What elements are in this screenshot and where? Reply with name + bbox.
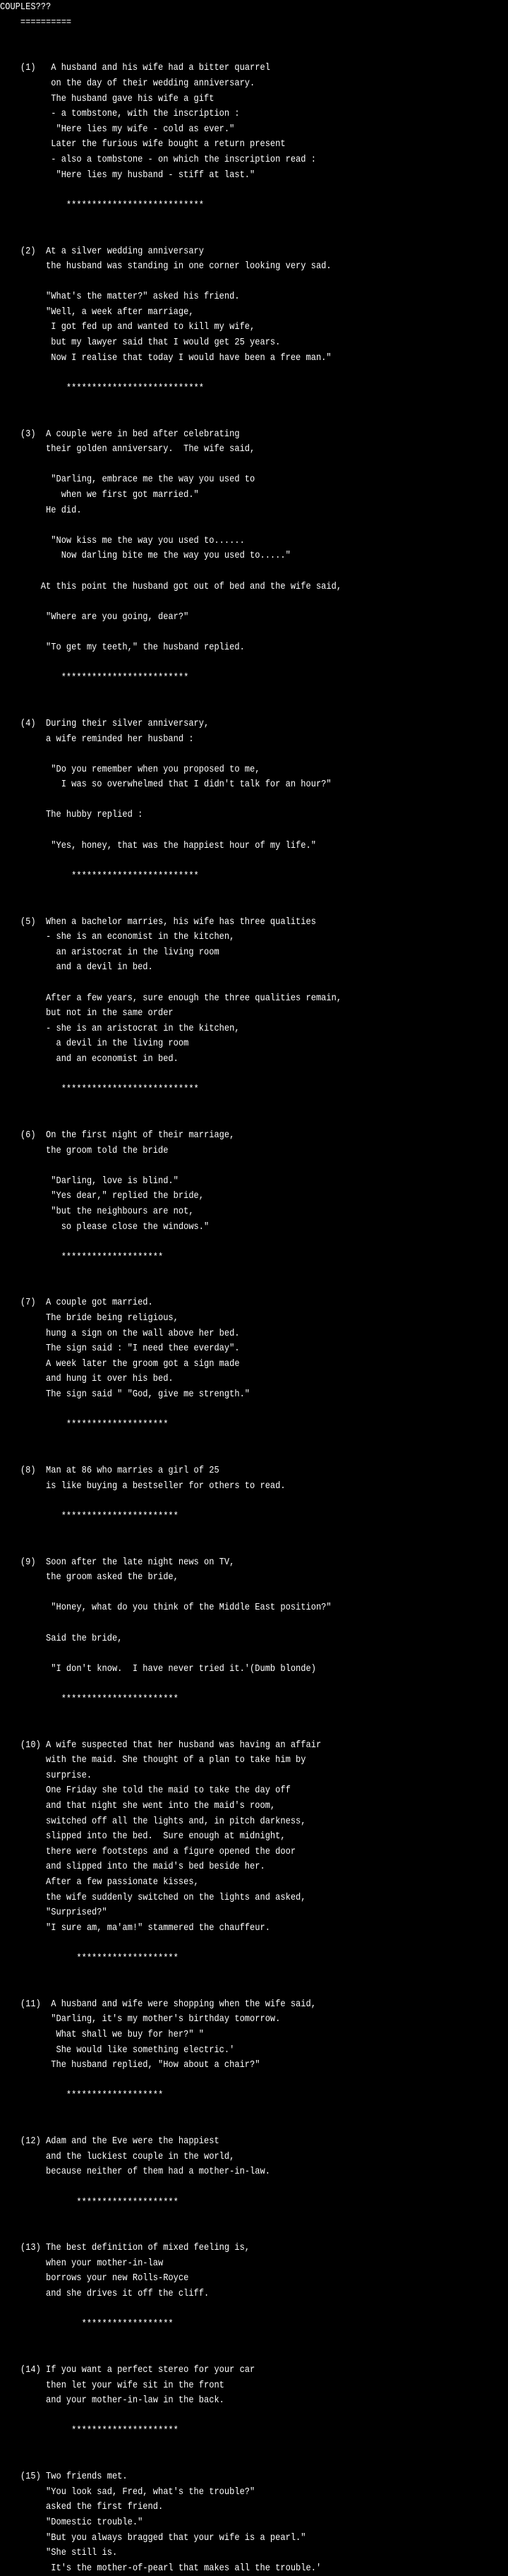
text-line: She would like something electric.' (0, 2044, 235, 2056)
blank-line (0, 46, 437, 61)
joke-start-line: (6) On the first night of their marriage, (0, 1129, 235, 1141)
blank-line (0, 1982, 437, 1997)
text-line: "Darling, love is blind." (0, 1175, 179, 1187)
blank-line (0, 1235, 437, 1250)
text-line: "You look sad, Fred, what's the trouble?" (0, 2486, 255, 2498)
text-line: but not in the same order (0, 1007, 174, 1019)
text-line: "Where are you going, dear?" (0, 611, 189, 623)
text-line: is like buying a bestseller for others to read. (0, 1480, 286, 1492)
joke-start-line: (13) The best definition of mixed feeling is, (0, 2242, 250, 2254)
text-line: switched off all the lights and, in pitch darkness, (0, 1815, 306, 1827)
text-line: "I sure am, ma'am!" stammered the chauffeur. (0, 1922, 270, 1934)
text-line: hung a sign on the wall above her bed. (0, 1327, 240, 1339)
blank-line (0, 884, 437, 899)
blank-line (0, 2439, 437, 2455)
text-line: "Here lies my wife - cold as ever." (0, 123, 235, 135)
text-line: - she is an aristocrat in the kitchen, (0, 1022, 240, 1034)
text-line: slipped into the bed. Sure enough at midnight, (0, 1831, 286, 1843)
joke-start-line: (10) A wife suspected that her husband was having an affair (0, 1739, 322, 1751)
text-line: when we first got married." (0, 489, 199, 501)
blank-line (0, 1616, 437, 1631)
blank-line (0, 899, 437, 915)
text-line: so please close the windows." (0, 1221, 210, 1233)
text-line: The husband gave his wife a gift (0, 92, 214, 104)
blank-line (0, 229, 437, 244)
blank-line (0, 1098, 437, 1113)
blank-line (0, 412, 437, 427)
joke-start-line: (9) Soon after the late night news on TV, (0, 1556, 235, 1568)
text-line: What shall we buy for her?" " (0, 2028, 205, 2040)
text-line: and she drives it off the cliff. (0, 2288, 210, 2300)
text-line: Now I realise that today I would have been a free man." (0, 352, 332, 364)
joke-start-line: (7) A couple got married. (0, 1297, 153, 1309)
blank-line (0, 2455, 437, 2470)
blank-line (0, 594, 437, 610)
blank-line (0, 1494, 437, 1509)
separator-stars: ******************* (0, 2090, 164, 2102)
text-line: their golden anniversary. The wife said, (0, 443, 255, 455)
blank-line (0, 2226, 437, 2241)
text-line: "She still is. (0, 2547, 118, 2559)
blank-line (0, 1586, 437, 1601)
text-line: It's the mother-of-pearl that makes all the trouble.' (0, 2562, 322, 2574)
text-line: and an economist in bed. (0, 1053, 179, 1065)
blank-line (0, 1723, 437, 1738)
text-line: "I don't know. I have never tried it.'(Dumb blonde) (0, 1663, 316, 1675)
blank-line (0, 747, 437, 762)
text-line: then let your wife sit in the front (0, 2379, 224, 2391)
text-line: After a few passionate kisses, (0, 1876, 199, 1888)
text-line: Now darling bite me the way you used to....." (0, 550, 291, 562)
separator-stars: ****************** (0, 2318, 174, 2330)
blank-line (0, 457, 437, 473)
text-line: Later the furious wife bought a return present (0, 138, 286, 150)
text-line: - she is an economist in the kitchen, (0, 931, 235, 943)
text-line: A week later the groom got a sign made (0, 1358, 240, 1370)
blank-line (0, 686, 437, 702)
blank-line (0, 1677, 437, 1692)
blank-line (0, 1158, 437, 1174)
blank-line (0, 396, 437, 412)
text-line: there were footsteps and a figure opened the door (0, 1845, 296, 1857)
joke-start-line: (2) At a silver wedding anniversary (0, 245, 205, 257)
text-line: and that night she went into the maid's room, (0, 1800, 276, 1812)
blank-line (0, 1433, 437, 1449)
text-line: a wife reminded her husband : (0, 733, 194, 745)
blank-line (0, 1281, 437, 1296)
blank-line (0, 2409, 437, 2424)
title-underline: ========== (0, 16, 72, 28)
blank-line (0, 1540, 437, 1555)
blank-line (0, 1967, 437, 1982)
text-line: the groom told the bride (0, 1144, 169, 1156)
text-line: a devil in the living room (0, 1038, 189, 1050)
blank-line (0, 213, 437, 229)
text-line: the groom asked the bride, (0, 1571, 179, 1583)
text-line: The husband replied, "How about a chair?" (0, 2059, 260, 2071)
blank-line (0, 2119, 437, 2135)
blank-line (0, 823, 437, 839)
joke-start-line: (5) When a bachelor marries, his wife has three qualities (0, 916, 316, 928)
text-line: with the maid. She thought of a plan to take him by (0, 1754, 306, 1766)
text-line: The sign said " "God, give me strength." (0, 1389, 250, 1401)
blank-line (0, 183, 437, 198)
text-line: "Yes, honey, that was the happiest hour of my life." (0, 839, 316, 851)
joke-start-line: (8) Man at 86 who marries a girl of 25 (0, 1465, 219, 1476)
separator-stars: ******************** (0, 1251, 164, 1263)
text-line: He did. (0, 504, 82, 516)
joke-start-line: (12) Adam and the Eve were the happiest (0, 2135, 219, 2147)
text-line: - a tombstone, with the inscription : (0, 108, 240, 120)
text-line: "Darling, it's my mother's birthday tomorrow. (0, 2013, 281, 2025)
blank-line (0, 1936, 437, 1951)
blank-line (0, 701, 437, 717)
blank-line (0, 2302, 437, 2318)
blank-line (0, 1646, 437, 1662)
separator-stars: *********************** (0, 1693, 179, 1705)
blank-line (0, 275, 437, 290)
text-line: "But you always bragged that your wife is a pearl." (0, 2532, 306, 2544)
blank-line (0, 2104, 437, 2119)
blank-line (0, 30, 437, 46)
text-line: I was so overwhelmed that I didn't talk for an hour?" (0, 779, 332, 791)
blank-line (0, 2332, 437, 2348)
separator-stars: ******************** (0, 2196, 179, 2208)
text-line: "To get my teeth," the husband replied. (0, 641, 245, 653)
text-line: on the day of their wedding anniversary. (0, 77, 255, 89)
separator-stars: *********************** (0, 1510, 179, 1522)
blank-line (0, 625, 437, 640)
text-line: At this point the husband got out of bed and the wife said, (0, 580, 342, 592)
text-line: and the luckiest couple in the world, (0, 2150, 235, 2162)
text-line: After a few years, sure enough the three qualities remain, (0, 992, 342, 1004)
separator-stars: ************************* (0, 672, 189, 684)
text-line: "Darling, embrace me the way you used to (0, 474, 255, 486)
text-line: "Domestic trouble." (0, 2516, 143, 2528)
blank-line (0, 2180, 437, 2195)
blank-line (0, 1265, 437, 1281)
blank-line (0, 1067, 437, 1083)
separator-stars: *************************** (0, 199, 205, 211)
text-line: an aristocrat in the living room (0, 946, 219, 958)
text-line: - also a tombstone - on which the inscription read : (0, 153, 316, 165)
text-line: One Friday she told the maid to take the day off (0, 1785, 291, 1797)
text-line: The bride being religious, (0, 1312, 179, 1324)
text-line: "Here lies my husband - stiff at last." (0, 169, 255, 181)
text-line: "Surprised?" (0, 1907, 107, 1919)
blank-line (0, 2073, 437, 2089)
text-line: The hubby replied : (0, 809, 143, 821)
blank-line (0, 1708, 437, 1723)
text-line: the wife suddenly switched on the lights and asked, (0, 1891, 306, 1903)
blank-line (0, 1113, 437, 1128)
separator-stars: *************************** (0, 382, 205, 394)
separator-stars: *************************** (0, 1084, 199, 1096)
joke-start-line: (14) If you want a perfect stereo for your car (0, 2364, 255, 2376)
blank-line (0, 1448, 437, 1463)
joke-start-line: (15) Two friends met. (0, 2471, 128, 2483)
text-line: borrows your new Rolls-Royce (0, 2272, 189, 2284)
separator-stars: ******************** (0, 1419, 169, 1431)
text-line: "Well, a week after marriage, (0, 306, 194, 318)
blank-line (0, 1403, 437, 1418)
page-title: COUPLES??? (0, 1, 52, 13)
blank-line (0, 2347, 437, 2363)
blank-line (0, 518, 437, 534)
blank-line (0, 656, 437, 671)
blank-line (0, 793, 437, 808)
joke-start-line: (11) A husband and wife were shopping when the wife said, (0, 1998, 316, 2010)
joke-start-line: (1) A husband and his wife had a bitter quarrel (0, 62, 270, 74)
blank-line (0, 366, 437, 381)
blank-line (0, 976, 437, 991)
text-line: The sign said : "I need thee everday". (0, 1343, 240, 1355)
text-line: asked the first friend. (0, 2501, 164, 2513)
blank-line (0, 853, 437, 869)
separator-stars: ************************* (0, 870, 199, 882)
text-line: surprise. (0, 1769, 92, 1781)
text-line: "What's the matter?" asked his friend. (0, 291, 240, 303)
blank-line (0, 564, 437, 580)
blank-line (0, 2210, 437, 2226)
text-line: and slipped into the maid's bed beside her. (0, 1861, 265, 1873)
text-line: when your mother-in-law (0, 2257, 164, 2269)
text-line: "Now kiss me the way you used to...... (0, 534, 245, 546)
separator-stars: ******************** (0, 1953, 179, 1964)
blank-line (0, 1524, 437, 1540)
text-line: "Honey, what do you think of the Middle East position?" (0, 1602, 332, 1614)
text-line: but my lawyer said that I would get 25 years. (0, 337, 281, 349)
text-line: because neither of them had a mother-in-law. (0, 2166, 270, 2178)
joke-start-line: (4) During their silver anniversary, (0, 717, 210, 729)
separator-stars: ********************* (0, 2425, 179, 2437)
text-line: I got fed up and wanted to kill my wife, (0, 321, 255, 333)
text-line: and your mother-in-law in the back. (0, 2395, 224, 2407)
text-line: Said the bride, (0, 1632, 123, 1644)
text-line: and a devil in bed. (0, 961, 153, 974)
text-line: "but the neighbours are not, (0, 1205, 194, 1217)
text-line: "Yes dear," replied the bride, (0, 1190, 205, 1202)
text-line: and hung it over his bed. (0, 1373, 174, 1385)
text-line: the husband was standing in one corner looking very sad. (0, 260, 332, 272)
text-line: "Do you remember when you proposed to me, (0, 763, 260, 775)
joke-start-line: (3) A couple were in bed after celebrating (0, 428, 240, 440)
